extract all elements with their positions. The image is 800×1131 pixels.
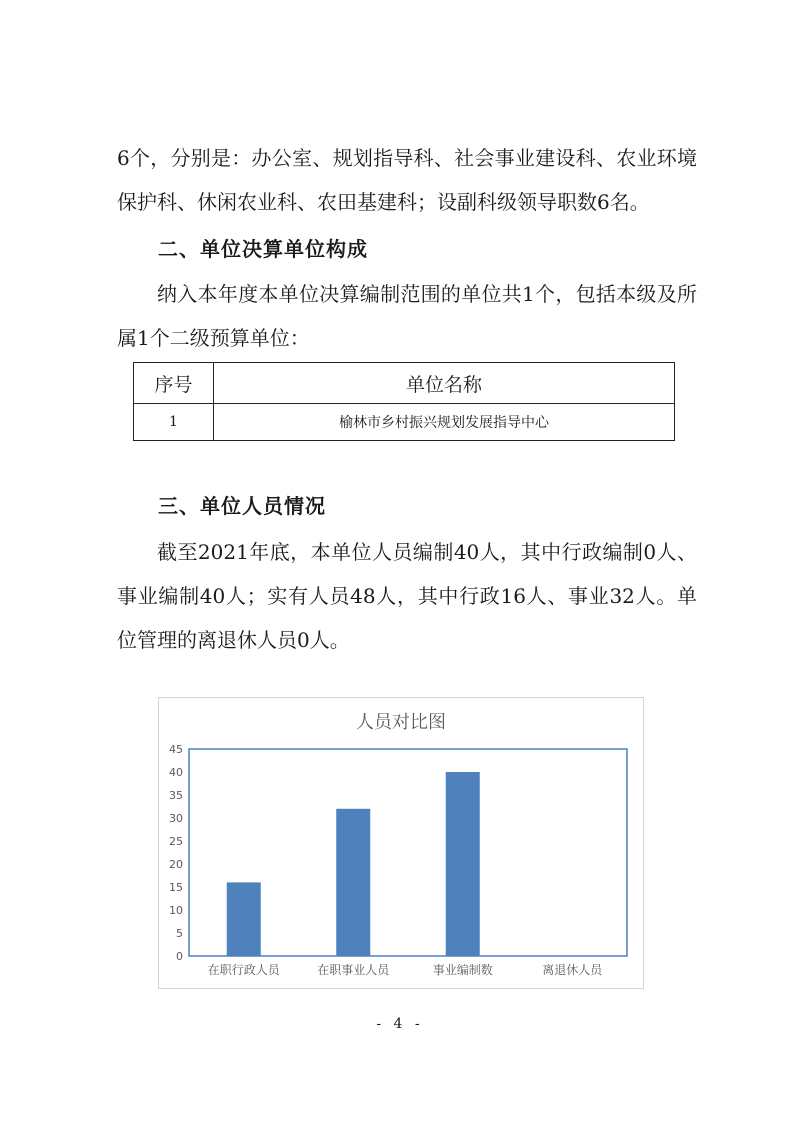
table-cell-index: 1 (134, 404, 214, 441)
table-cell-unit-name: 榆林市乡村振兴规划发展指导中心 (214, 404, 675, 441)
x-tick-label: 在职行政人员 (207, 963, 280, 977)
y-tick-label: 35 (169, 789, 183, 802)
page-number: - 4 - (376, 1016, 424, 1032)
y-tick-label: 0 (176, 950, 183, 963)
paragraph-departments: 6个，分别是：办公室、规划指导科、社会事业建设科、农业环境保护科、休闲农业科、农田基建科；设副科级领导职数6名。 (117, 146, 697, 214)
y-tick-label: 5 (176, 927, 183, 940)
section-heading-personnel: 三、单位人员情况 (158, 494, 326, 518)
column-header-unit-name: 单位名称 (214, 363, 675, 404)
x-tick-label: 事业编制数 (432, 963, 493, 977)
y-tick-label: 45 (169, 743, 183, 756)
personnel-chart (158, 697, 644, 989)
bar-series (227, 772, 480, 956)
y-tick-label: 30 (169, 812, 183, 825)
section-heading-unit-composition: 二、单位决算单位构成 (158, 237, 368, 261)
unit-table (133, 362, 675, 441)
paragraph-unit-composition: 纳入本年度本单位决算编制范围的单位共1个，包括本级及所属1个二级预算单位： (117, 282, 697, 350)
chart-canvas (159, 698, 643, 988)
y-tick-label: 10 (169, 904, 183, 917)
table-header-row (134, 363, 675, 404)
y-tick-label: 40 (169, 766, 183, 779)
x-tick-label: 在职事业人员 (317, 963, 390, 977)
x-axis-labels (208, 962, 604, 977)
bar (446, 772, 480, 956)
x-tick-label: 离退休人员 (542, 963, 603, 977)
chart-title: 人员对比图 (356, 712, 446, 733)
y-tick-label: 20 (169, 858, 183, 871)
y-tick-label: 15 (169, 881, 183, 894)
column-header-index: 序号 (134, 363, 214, 404)
table-row (134, 404, 675, 441)
paragraph-personnel: 截至2021年底，本单位人员编制40人，其中行政编制0人、事业编制40人；实有人员48人，其中行政16人、事业32人。单位管理的离退休人员0人。 (117, 540, 697, 652)
y-tick-label: 25 (169, 835, 183, 848)
bar (227, 882, 261, 956)
y-axis (169, 743, 183, 963)
bar (336, 809, 370, 956)
